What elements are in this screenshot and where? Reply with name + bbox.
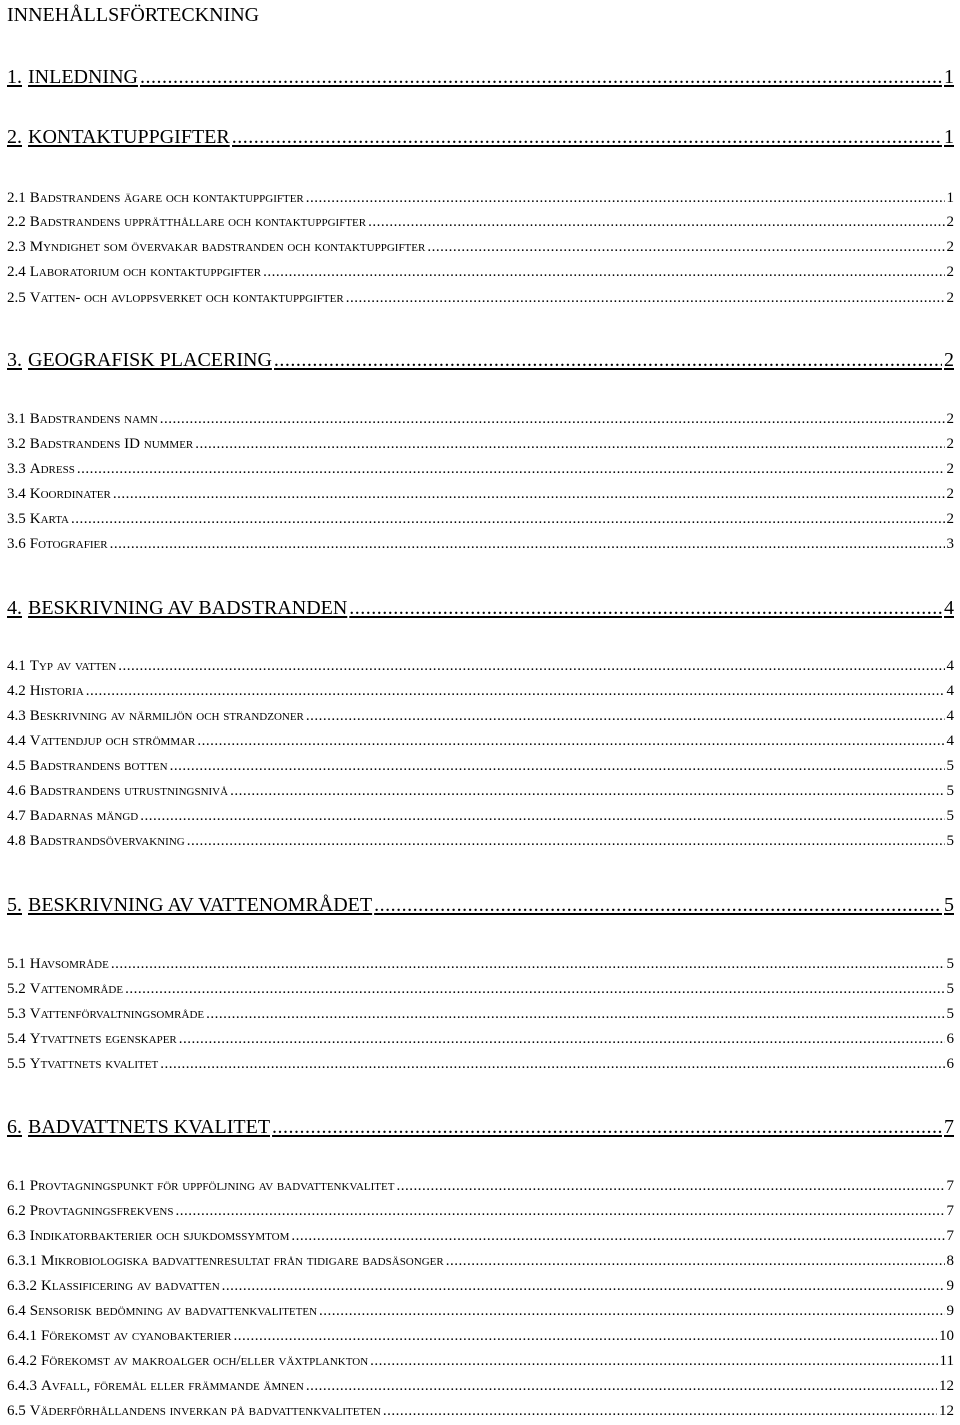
toc-dot-leader — [140, 66, 942, 89]
toc-entry[interactable] — [7, 1328, 954, 1345]
toc-entry-number: 6.4 — [7, 1303, 26, 1319]
toc-entry-title: Förekomst av cyanobakterier — [41, 1328, 232, 1344]
toc-entry-number: 2.1 — [7, 190, 26, 206]
toc-entry-number: 6.4.2 — [7, 1353, 37, 1369]
toc-entry-title: Koordinater — [29, 486, 111, 502]
toc-entry[interactable] — [7, 1403, 954, 1420]
toc-entry-title: KONTAKTUPPGIFTER — [28, 126, 230, 148]
toc-dot-leader — [176, 1203, 945, 1220]
toc-entry-page: 2 — [946, 214, 954, 230]
toc-dot-leader — [140, 808, 944, 825]
toc-entry[interactable] — [7, 1228, 954, 1245]
toc-dot-leader — [160, 411, 945, 428]
toc-entry-number: 6.4.3 — [7, 1378, 37, 1394]
toc-entry[interactable] — [7, 486, 954, 503]
toc-entry-number: 5.3 — [7, 1006, 26, 1022]
toc-dot-leader — [113, 486, 945, 503]
toc-entry[interactable] — [7, 126, 954, 149]
toc-entry-page: 12 — [939, 1403, 954, 1419]
toc-dot-leader — [187, 833, 945, 850]
toc-entry-page: 1 — [946, 190, 954, 206]
toc-entry-number: 2.5 — [7, 290, 26, 306]
toc-entry[interactable] — [7, 833, 954, 850]
toc-entry[interactable] — [7, 461, 954, 478]
toc-entry-title: Badarnas mängd — [29, 808, 139, 824]
toc-entry-number: 4.2 — [7, 683, 26, 699]
toc-entry[interactable] — [7, 708, 954, 725]
toc-entry[interactable] — [7, 1031, 954, 1048]
toc-entry-page: 2 — [946, 411, 954, 427]
toc-entry-page: 7 — [944, 1116, 954, 1138]
toc-dot-leader — [346, 290, 945, 307]
toc-entry-number: 2. — [7, 126, 22, 148]
toc-entry-page: 7 — [946, 1203, 954, 1219]
toc-entry[interactable] — [7, 894, 954, 917]
toc-entry-number: 2.2 — [7, 214, 26, 230]
toc-entry-page: 11 — [939, 1353, 954, 1369]
toc-entry-page: 9 — [946, 1278, 954, 1294]
toc-dot-leader — [232, 126, 942, 149]
toc-entry-title: Fotografier — [29, 536, 108, 552]
toc-entry[interactable] — [7, 349, 954, 372]
toc-entry-number: 4.7 — [7, 808, 26, 824]
toc-entry-title: BESKRIVNING AV BADSTRANDEN — [28, 597, 348, 619]
toc-entry[interactable] — [7, 1178, 954, 1195]
toc-entry-page: 4 — [946, 733, 954, 749]
toc-entry[interactable] — [7, 1353, 954, 1370]
toc-entry-page: 1 — [944, 66, 954, 88]
toc-entry-title: Vattenområde — [29, 981, 124, 997]
toc-entry-number: 6.3.2 — [7, 1278, 37, 1294]
toc-entry-page: 6 — [946, 1056, 954, 1072]
toc-dot-leader — [446, 1253, 945, 1270]
toc-entry-number: 6.4.1 — [7, 1328, 37, 1344]
toc-dot-leader — [396, 1178, 944, 1195]
toc-entry-page: 5 — [944, 894, 954, 916]
toc-dot-leader — [179, 1031, 945, 1048]
toc-entry[interactable] — [7, 1116, 954, 1139]
toc-dot-leader — [374, 894, 942, 917]
toc-entry[interactable] — [7, 411, 954, 428]
toc-entry-title: Provtagningspunkt för uppföljning av badvattenkvalitet — [29, 1178, 395, 1194]
toc-entry-number: 3.4 — [7, 486, 26, 502]
toc-entry[interactable] — [7, 239, 954, 256]
toc-entry[interactable] — [7, 1303, 954, 1320]
toc-entry-page: 6 — [946, 1031, 954, 1047]
toc-entry-number: 3.1 — [7, 411, 26, 427]
toc-entry-title: Ytvattnets kvalitet — [29, 1056, 159, 1072]
toc-entry-title: Avfall, föremål eller främmande ämnen — [41, 1378, 304, 1394]
toc-dot-leader — [383, 1403, 937, 1420]
toc-dot-leader — [118, 658, 944, 675]
toc-entry-title: Vatten- och avloppsverket och kontaktuppgifter — [29, 290, 344, 306]
toc-entry-title: BADVATTNETS KVALITET — [28, 1116, 271, 1138]
toc-entry-number: 5.5 — [7, 1056, 26, 1072]
toc-dot-leader — [170, 758, 945, 775]
toc-entry-title: Myndighet som övervakar badstranden och kontaktuppgifter — [29, 239, 426, 255]
toc-dot-leader — [222, 1278, 945, 1295]
toc-entry-title: Typ av vatten — [29, 658, 117, 674]
toc-entry-page: 2 — [946, 290, 954, 306]
toc-entry-title: GEOGRAFISK PLACERING — [28, 349, 272, 371]
toc-entry-title: Vattenförvaltningsområde — [29, 1006, 205, 1022]
toc-entry-page: 2 — [946, 511, 954, 527]
toc-entry-page: 10 — [939, 1328, 954, 1344]
toc-entry[interactable] — [7, 214, 954, 231]
toc-entry-title: Sensorisk bedömning av badvattenkvaliteten — [29, 1303, 318, 1319]
toc-entry-page: 3 — [946, 536, 954, 552]
toc-entry[interactable] — [7, 1378, 954, 1395]
toc-dot-leader — [291, 1228, 944, 1245]
toc-entry-page: 5 — [946, 783, 954, 799]
toc-dot-leader — [233, 1328, 937, 1345]
toc-entry-number: 6.1 — [7, 1178, 26, 1194]
toc-entry-page: 5 — [946, 808, 954, 824]
toc-entry-page: 7 — [946, 1228, 954, 1244]
toc-entry-number: 3.6 — [7, 536, 26, 552]
toc-entry-page: 4 — [946, 708, 954, 724]
toc-entry-number: 6. — [7, 1116, 22, 1138]
toc-entry-page: 8 — [946, 1253, 954, 1269]
toc-entry-number: 4.8 — [7, 833, 26, 849]
toc-entry-title: Badstrandens botten — [29, 758, 168, 774]
toc-entry-number: 1. — [7, 66, 22, 88]
toc-dot-leader — [306, 708, 945, 725]
toc-entry-number: 3.5 — [7, 511, 26, 527]
toc-entry-title: Badstrandens upprätthållare och kontaktuppgifter — [29, 214, 367, 230]
toc-dot-leader — [125, 981, 944, 998]
toc-entry-title: Karta — [29, 511, 69, 527]
toc-dot-leader — [86, 683, 945, 700]
toc-entry-number: 2.3 — [7, 239, 26, 255]
toc-entry-page: 5 — [946, 758, 954, 774]
toc-entry-page: 5 — [946, 1006, 954, 1022]
toc-entry-number: 4.3 — [7, 708, 26, 724]
toc-entry[interactable] — [7, 1253, 954, 1270]
toc-entry-number: 4.4 — [7, 733, 26, 749]
toc-entry[interactable] — [7, 981, 954, 998]
toc-entry[interactable] — [7, 290, 954, 307]
toc-entry-page: 5 — [946, 956, 954, 972]
toc-entry[interactable] — [7, 658, 954, 675]
toc-entry[interactable] — [7, 66, 954, 89]
toc-dot-leader — [370, 1353, 937, 1370]
toc-entry-title: Förekomst av makroalger och/eller växtplankton — [41, 1353, 369, 1369]
toc-entry[interactable] — [7, 597, 954, 620]
toc-entry-title: Havsområde — [29, 956, 109, 972]
toc-entry[interactable] — [7, 758, 954, 775]
toc-entry-page: 2 — [946, 461, 954, 477]
toc-entry[interactable] — [7, 1006, 954, 1023]
toc-dot-leader — [197, 733, 944, 750]
toc-dot-leader — [306, 1378, 937, 1395]
toc-entry-title: INLEDNING — [28, 66, 138, 88]
toc-entry-page: 4 — [946, 658, 954, 674]
toc-entry-page: 12 — [939, 1378, 954, 1394]
toc-dot-leader — [368, 214, 944, 231]
toc-entry-title: Badstrandsövervakning — [29, 833, 185, 849]
toc-dot-leader — [111, 956, 945, 973]
toc-entry[interactable] — [7, 264, 954, 281]
toc-entry-title: Badstrandens ägare och kontaktuppgifter — [29, 190, 304, 206]
toc-entry-page: 4 — [944, 597, 954, 619]
toc-entry-page: 5 — [946, 981, 954, 997]
toc-entry[interactable] — [7, 956, 954, 973]
toc-entry-number: 3.3 — [7, 461, 26, 477]
toc-entry-number: 5. — [7, 894, 22, 916]
toc-entry-title: Provtagningsfrekvens — [29, 1203, 174, 1219]
toc-entry-number: 6.3.1 — [7, 1253, 37, 1269]
toc-entry-number: 5.4 — [7, 1031, 26, 1047]
toc-entry-number: 3.2 — [7, 436, 26, 452]
toc-entry-title: Väderförhållandens inverkan på badvattenkvaliteten — [29, 1403, 381, 1419]
toc-dot-leader — [77, 461, 945, 478]
toc-dot-leader — [160, 1056, 944, 1073]
toc-entry-number: 6.5 — [7, 1403, 26, 1419]
toc-dot-leader — [195, 436, 944, 453]
toc-entry-page: 2 — [944, 349, 954, 371]
toc-entry[interactable] — [7, 1203, 954, 1220]
toc-entry-title: Indikatorbakterier och sjukdomssymtom — [29, 1228, 290, 1244]
toc-entry-title: Adress — [29, 461, 75, 477]
toc-entry-page: 2 — [946, 486, 954, 502]
toc-entry-number: 4. — [7, 597, 22, 619]
toc-entry[interactable] — [7, 683, 954, 700]
toc-entry-page: 9 — [946, 1303, 954, 1319]
toc-entry-title: Klassificering av badvatten — [41, 1278, 220, 1294]
toc-entry-title: Vattendjup och strömmar — [29, 733, 196, 749]
toc-entry-title: BESKRIVNING AV VATTENOMRÅDET — [28, 894, 373, 916]
toc-entry-title: Mikrobiologiska badvattenresultat från tidigare badsäsonger — [41, 1253, 444, 1269]
toc-dot-leader — [230, 783, 944, 800]
toc-entry-title: Beskrivning av närmiljön och strandzoner — [29, 708, 304, 724]
toc-entry-number: 6.3 — [7, 1228, 26, 1244]
toc-dot-leader — [306, 190, 945, 207]
toc-dot-leader — [427, 239, 944, 256]
toc-entry-number: 5.2 — [7, 981, 26, 997]
toc-dot-leader — [110, 536, 945, 553]
toc-entry-number: 2.4 — [7, 264, 26, 280]
toc-dot-leader — [272, 1116, 942, 1139]
toc-entry-number: 5.1 — [7, 956, 26, 972]
toc-entry[interactable] — [7, 511, 954, 528]
toc-entry-page: 4 — [946, 683, 954, 699]
toc-entry-page: 2 — [946, 264, 954, 280]
toc-entry[interactable] — [7, 436, 954, 453]
toc-entry-number: 4.6 — [7, 783, 26, 799]
toc-entry[interactable] — [7, 1056, 954, 1073]
toc-entry-title: Historia — [29, 683, 84, 699]
toc-dot-leader — [206, 1006, 944, 1023]
toc-entry-title: Badstrandens ID nummer — [29, 436, 194, 452]
toc-entry-number: 4.5 — [7, 758, 26, 774]
toc-entry-page: 2 — [946, 436, 954, 452]
toc-entry-title: Badstrandens namn — [29, 411, 158, 427]
toc-entry[interactable] — [7, 190, 954, 207]
toc-entry[interactable] — [7, 536, 954, 553]
toc-dot-leader — [274, 349, 942, 372]
toc-dot-leader — [319, 1303, 944, 1320]
toc-entry-page: 7 — [946, 1178, 954, 1194]
toc-entry-page: 1 — [944, 126, 954, 148]
toc-entry-page: 5 — [946, 833, 954, 849]
toc-entry[interactable] — [7, 808, 954, 825]
toc-dot-leader — [71, 511, 945, 528]
toc-entry-title: Ytvattnets egenskaper — [29, 1031, 177, 1047]
toc-entry-page: 2 — [946, 239, 954, 255]
toc-entry-title: Badstrandens utrustningsnivå — [29, 783, 229, 799]
toc-entry-title: Laboratorium och kontaktuppgifter — [29, 264, 262, 280]
toc-entry-number: 4.1 — [7, 658, 26, 674]
toc-dot-leader — [349, 597, 942, 620]
toc-dot-leader — [263, 264, 944, 281]
toc-title: INNEHÅLLSFÖRTECKNING — [7, 4, 260, 26]
toc-entry[interactable] — [7, 733, 954, 750]
toc-entry[interactable] — [7, 783, 954, 800]
toc-entry[interactable] — [7, 1278, 954, 1295]
toc-entry-number: 6.2 — [7, 1203, 26, 1219]
toc-entry-number: 3. — [7, 349, 22, 371]
